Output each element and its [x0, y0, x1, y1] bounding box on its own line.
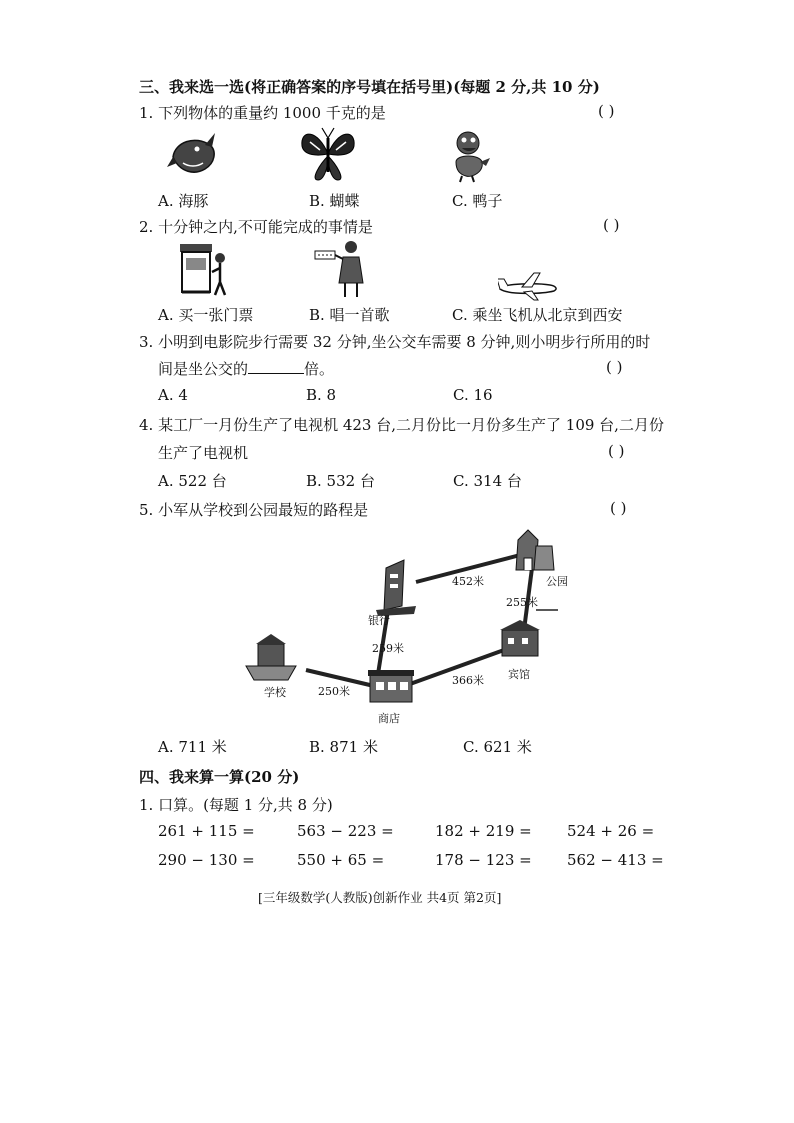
q5-option-a[interactable]: A. 711 米 [158, 738, 227, 756]
airplane-icon [498, 271, 560, 301]
q4-stem: 4. 某工厂一月份生产了电视机 423 台,二月份比一月份多生产了 109 台,二月份 [139, 416, 664, 434]
q2-answer-paren[interactable]: ( ) [603, 216, 620, 234]
q3-stem-line2-b: 倍。 [304, 360, 335, 378]
q2-option-a[interactable]: A. 买一张门票 [158, 306, 254, 324]
q2-option-c[interactable]: C. 乘坐飞机从北京到西安 [452, 306, 623, 324]
calc-1: 261 + 115 = [158, 822, 255, 840]
school-building-icon [246, 634, 296, 680]
q1-option-a[interactable]: A. 海豚 [158, 192, 209, 210]
q5-option-b[interactable]: B. 871 米 [309, 738, 378, 756]
q4-option-a[interactable]: A. 522 台 [158, 472, 227, 490]
map-label-shop: 商店 [378, 712, 400, 725]
section4-sub1: 1. 口算。(每题 1 分,共 8 分) [139, 796, 333, 814]
map-distance-shop-hotel: 366米 [452, 674, 484, 687]
q3-stem-line2-a: 间是坐公交的 [158, 360, 249, 378]
park-gate-icon [516, 530, 554, 570]
ticket-booth-icon [176, 240, 231, 298]
calc-5: 290 − 130 = [158, 851, 255, 869]
singer-icon [313, 239, 373, 299]
q1-option-c[interactable]: C. 鸭子 [452, 192, 503, 210]
q4-stem-line2: 生产了电视机 [158, 444, 249, 462]
q5-stem: 5. 小军从学校到公园最短的路程是 [139, 501, 369, 519]
butterfly-icon [298, 124, 358, 184]
q1-stem: 1. 下列物体的重量约 1000 千克的是 [139, 104, 386, 122]
q4-option-b[interactable]: B. 532 台 [306, 472, 375, 490]
bank-building-icon [376, 560, 416, 616]
q3-answer-paren[interactable]: ( ) [606, 358, 623, 376]
calc-2: 563 − 223 = [297, 822, 394, 840]
q4-option-c[interactable]: C. 314 台 [453, 472, 522, 490]
calc-8: 562 − 413 = [567, 851, 664, 869]
map-distance-park-hotel: 255米 [506, 596, 538, 609]
q5-option-c[interactable]: C. 621 米 [463, 738, 532, 756]
calc-7: 178 − 123 = [435, 851, 532, 869]
q5-answer-paren[interactable]: ( ) [610, 499, 627, 517]
calc-4: 524 + 26 = [567, 822, 655, 840]
map-label-bank: 银行 [368, 614, 390, 627]
route-map [236, 526, 586, 726]
dolphin-icon [165, 127, 220, 182]
page-footer: [三年级数学(人教版)创新作业 共4页 第2页] [258, 890, 502, 905]
map-label-hotel: 宾馆 [508, 668, 530, 681]
map-label-park: 公园 [546, 575, 568, 588]
q3-stem-line2 [158, 358, 334, 379]
section3-title: 三、我来选一选(将正确答案的序号填在括号里)(每题 2 分,共 10 分) [139, 78, 600, 96]
duck-icon [448, 128, 493, 183]
q3-option-c[interactable]: C. 16 [453, 386, 493, 404]
calc-6: 550 + 65 = [297, 851, 385, 869]
q3-answer-blank[interactable] [248, 361, 304, 374]
q1-answer-paren[interactable]: ( ) [598, 102, 615, 120]
q1-option-b[interactable]: B. 蝴蝶 [309, 192, 360, 210]
map-distance-school-shop: 250米 [318, 685, 350, 698]
shop-building-icon [368, 670, 414, 702]
q3-stem: 3. 小明到电影院步行需要 32 分钟,坐公交车需要 8 分钟,则小明步行所用的时 [139, 333, 651, 351]
map-distance-bank-park: 452米 [452, 575, 484, 588]
q3-option-b[interactable]: B. 8 [306, 386, 337, 404]
calc-3: 182 + 219 = [435, 822, 532, 840]
q2-option-b[interactable]: B. 唱一首歌 [309, 306, 390, 324]
map-label-school: 学校 [264, 686, 286, 699]
map-distance-shop-bank: 259米 [372, 642, 404, 655]
hotel-building-icon [500, 620, 540, 656]
q2-stem: 2. 十分钟之内,不可能完成的事情是 [139, 218, 373, 236]
section4-title: 四、我来算一算(20 分) [139, 768, 300, 786]
q3-option-a[interactable]: A. 4 [158, 386, 188, 404]
q4-answer-paren[interactable]: ( ) [608, 442, 625, 460]
